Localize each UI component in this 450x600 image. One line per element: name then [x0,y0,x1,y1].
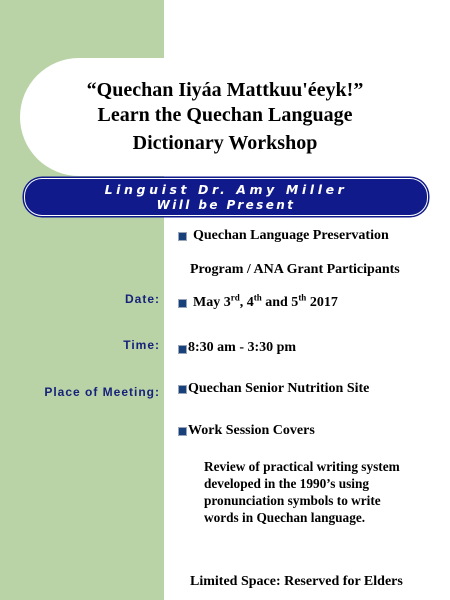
speaker-banner [24,178,428,216]
work-session-description [204,458,440,526]
description-line: words in Quechan language. [204,510,366,525]
bullet-icon [178,299,187,308]
title-line-2: Learn the Quechan Language [97,104,353,126]
date-value: May 3rd, 4th and 5th 2017 [193,292,338,310]
program-line-2: Program / ANA Grant Participants [190,262,400,277]
bullet-icon [178,232,187,241]
place-value: Quechan Senior Nutrition Site [188,381,370,396]
description-line: Review of practical writing system [204,459,400,474]
title-line-3: Dictionary Workshop [132,132,318,154]
speaker-note: Will be Present [156,198,296,212]
bullet-icon [178,345,187,354]
bullet-icon [178,427,187,436]
description-line: developed in the 1990’s using [204,476,370,491]
time-label: Time: [123,338,160,352]
time-value: 8:30 am - 3:30 pm [188,340,297,355]
program-line-1: Quechan Language Preservation [193,228,389,243]
speaker-name: Linguist Dr. Amy Miller [104,182,348,197]
footer-note: Limited Space: Reserved for Elders [190,574,403,589]
title-line-1: “Quechan Iiyáa Mattkuu'éeyk!” [86,79,364,101]
place-label: Place of Meeting: [44,385,160,399]
date-label: Date: [124,292,160,306]
description-line: pronunciation symbols to write [204,493,381,508]
bullet-icon [178,385,187,394]
work-session-title: Work Session Covers [188,423,315,438]
